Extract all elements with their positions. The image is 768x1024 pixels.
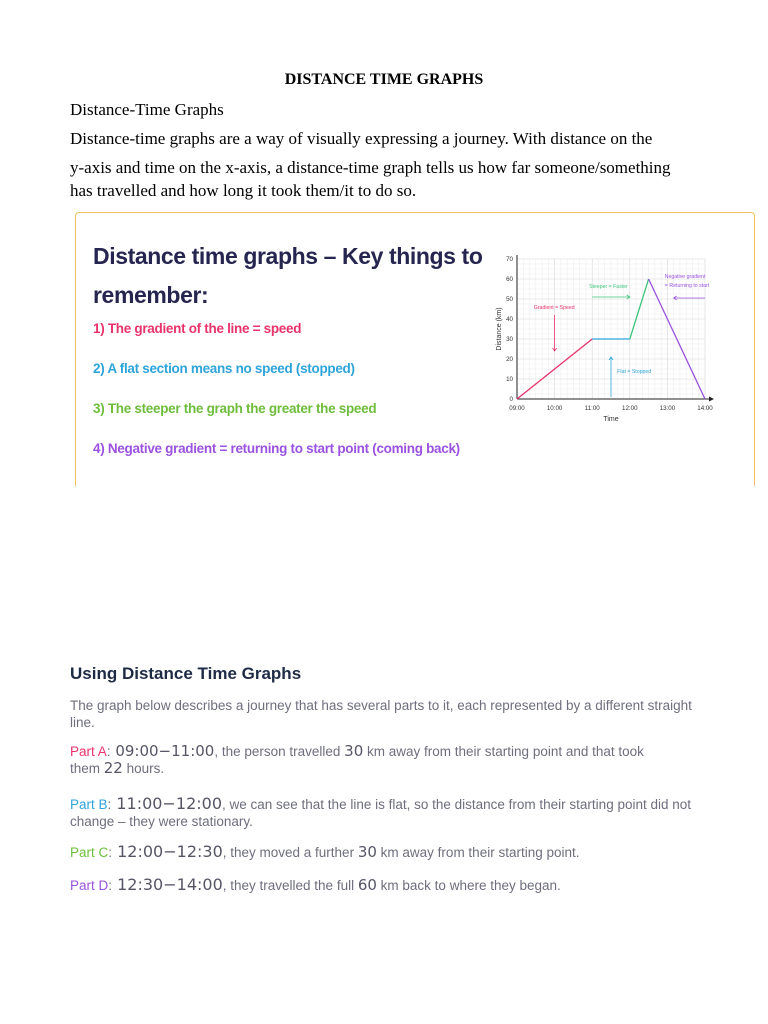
y-tick-label: 30	[506, 336, 513, 343]
part-text: hours.	[122, 761, 165, 776]
key-point-steeper: 3) The steeper the graph the greater the speed	[93, 401, 377, 416]
x-tick-label: 09:00	[509, 405, 525, 412]
part-d-time: 12:30−14:00	[112, 875, 223, 894]
x-tick-label: 14:00	[697, 405, 713, 412]
section-intro: The graph below describes a journey that has several parts to it, each represented by a different straight line.	[70, 698, 692, 730]
part-a-paragraph	[70, 743, 710, 777]
part-colon: :	[107, 797, 112, 812]
card-heading-line: Distance time graphs – Key things to	[93, 243, 483, 269]
part-text: , they moved a further	[222, 845, 358, 860]
key-point-negative: 4) Negative gradient = returning to start point (coming back)	[93, 441, 460, 456]
x-tick-label: 12:00	[622, 405, 638, 412]
x-axis-label: Time	[603, 416, 619, 423]
part-colon: :	[108, 845, 113, 860]
y-axis-label: Distance (km)	[496, 307, 503, 351]
x-tick-label: 10:00	[546, 405, 563, 412]
part-c-time: 12:00−12:30	[112, 842, 223, 861]
document-subtitle: Distance-Time Graphs	[70, 100, 224, 119]
part-c-paragraph	[70, 843, 710, 861]
x-tick-label: 11:00	[584, 405, 600, 412]
y-tick-label: 0	[509, 396, 513, 403]
part-b-paragraph	[70, 795, 710, 830]
annotation-label: Flat = Stopped	[617, 369, 652, 375]
part-b-time: 11:00−12:00	[111, 794, 222, 813]
key-things-card	[75, 212, 755, 486]
part-b-label: Part B	[70, 797, 108, 812]
x-tick-label: 13:00	[659, 405, 676, 412]
annotation-label: = Returning to start	[664, 283, 710, 289]
annotation-label: Negative gradient	[664, 274, 706, 280]
part-d-label: Part D	[70, 878, 109, 893]
y-tick-label: 40	[506, 316, 513, 323]
part-c-label: Part C	[70, 845, 109, 860]
part-colon: :	[106, 744, 111, 759]
intro-line: y-axis and time on the x-axis, a distance-time graph tells us how far someone/something	[70, 158, 671, 177]
intro-line: Distance-time graphs are a way of visually expressing a journey. With distance on the	[70, 129, 653, 148]
card-heading	[93, 237, 493, 315]
part-a-hours: 22	[103, 759, 123, 777]
annotation-label: Steeper = Faster	[589, 284, 628, 290]
y-tick-label: 50	[506, 296, 513, 303]
part-colon: :	[108, 878, 113, 893]
part-text: km away from their starting point and that took	[363, 744, 644, 759]
document-title: DISTANCE TIME GRAPHS	[284, 71, 484, 88]
key-point-flat: 2) A flat section means no speed (stopped)	[93, 361, 355, 376]
part-c-distance: 30	[357, 843, 377, 861]
part-d-distance: 60	[357, 876, 377, 894]
part-a-time: 09:00−11:00	[110, 742, 215, 760]
part-text: , they travelled the full	[222, 878, 358, 893]
section-heading: Using Distance Time Graphs	[70, 664, 302, 683]
card-heading-line: remember:	[93, 282, 209, 308]
part-text: km back to where they began.	[376, 878, 561, 893]
intro-line: has travelled and how long it took them/it to do so.	[70, 181, 417, 200]
y-tick-label: 60	[506, 276, 513, 283]
part-text: them	[70, 761, 104, 776]
y-tick-label: 20	[506, 356, 513, 363]
y-tick-label: 70	[506, 256, 513, 263]
distance-time-chart	[488, 249, 728, 429]
part-text: , the person travelled	[214, 744, 345, 759]
x-axis-arrow	[709, 397, 714, 402]
part-a-label: Part A	[70, 744, 107, 759]
part-d-paragraph	[70, 876, 710, 894]
y-tick-label: 10	[506, 376, 513, 383]
key-point-gradient: 1) The gradient of the line = speed	[93, 321, 302, 336]
part-text: , we can see that the line is flat, so the distance from their starting point did not change – they were stationary.	[70, 797, 692, 829]
part-a-distance: 30	[344, 742, 364, 760]
annotation-label: Gradient = Speed	[533, 305, 575, 311]
part-text: km away from their starting point.	[376, 845, 580, 860]
